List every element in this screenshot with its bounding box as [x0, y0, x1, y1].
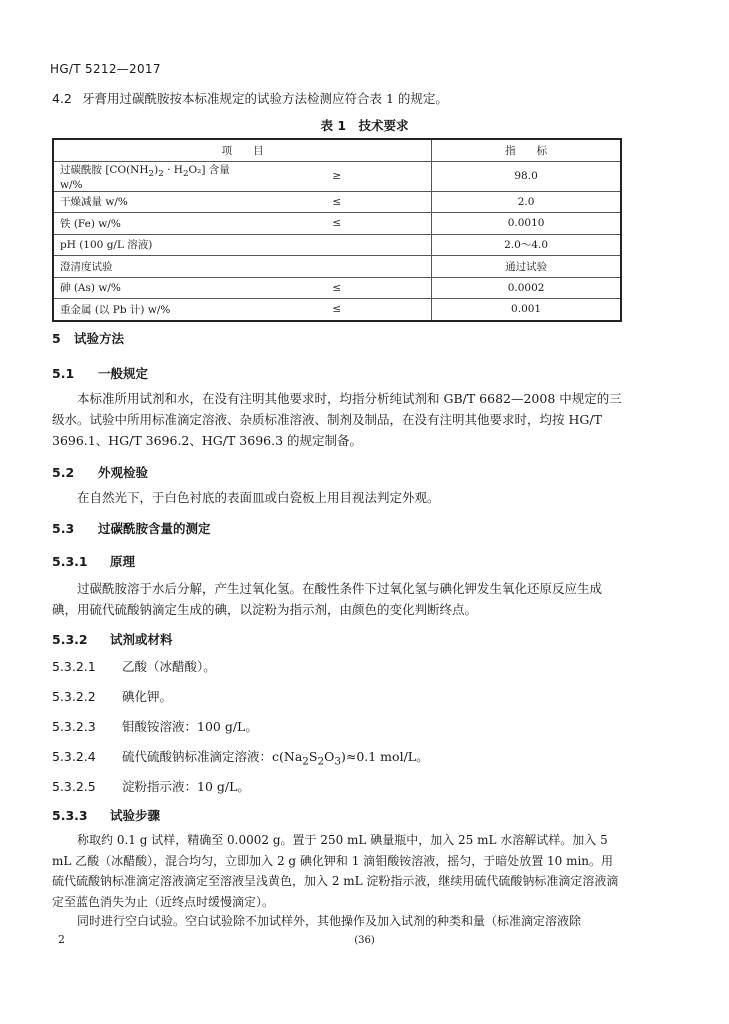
- row-item: 过碳酰胺 $[CO(NH_2)_2 \cdot H_2O_2]$ 含量 w/%: [53, 161, 242, 191]
- row-operator: ≤: [242, 191, 431, 213]
- table-row: [53, 191, 621, 213]
- row-item: 干燥减量 w/%: [53, 191, 242, 213]
- row-operator: [242, 234, 431, 256]
- row-item: pH (100 g/L 溶液): [53, 234, 242, 256]
- page-number: 2: [58, 933, 65, 946]
- section-5-3-2-heading: 5.3.2 试剂或材料: [52, 632, 173, 647]
- row-operator: ≤: [242, 213, 431, 235]
- row-operator: ≥: [242, 161, 431, 191]
- item-5-3-2-5: 5.3.2.5 淀粉指示液：10 g/L。: [52, 779, 250, 794]
- row-value: 0.0010: [432, 213, 621, 235]
- table-row: [53, 277, 621, 299]
- technical-requirements-table: [52, 138, 622, 322]
- row-item: 砷 (As) w/%: [53, 277, 242, 299]
- section-5-heading: 5 试验方法: [52, 331, 125, 346]
- row-item: 重金属 (以 Pb 计) w/%: [53, 299, 242, 321]
- section-5-1-body: 本标准所用试剂和水，在没有注明其他要求时，均指分析纯试剂和 GB/T 6682—2008 中规定的三级水。试验中所用标准滴定溶液、杂质标准溶液、制剂及制品，在没有注明其他要求时，均按 HG/T 3696.1、HG/T 3696.2、HG/T 3696.3 的规定制备。: [52, 391, 622, 448]
- section-5-3-heading: 5.3 过碳酰胺含量的测定: [52, 521, 211, 536]
- table-row: [53, 213, 621, 235]
- section-5-1-heading: 5.1 一般规定: [52, 366, 149, 381]
- clause-number: 4.2: [52, 91, 72, 106]
- standard-header: HG/T 5212—2017: [50, 62, 161, 76]
- header-index: 指 标: [432, 139, 621, 161]
- clause-text: 牙膏用过碳酰胺按本标准规定的试验方法检测应符合表 1 的规定。: [82, 91, 448, 106]
- clause-4-2: [52, 88, 448, 109]
- row-operator: [242, 256, 431, 278]
- table-row: [53, 234, 621, 256]
- table-caption: 表 1 技术要求: [320, 118, 409, 133]
- row-value: 2.0: [432, 191, 621, 213]
- row-operator: ≤: [242, 277, 431, 299]
- row-item: 铁 (Fe) w/%: [53, 213, 242, 235]
- table-row: [53, 299, 621, 321]
- section-5-3-3-body: 称取约 0.1 g 试样，精确至 0.0002 g。置于 250 mL 碘量瓶中，加入 25 mL 水溶解试样。加入 5 mL 乙酸（冰醋酸），混合均匀，立即加入 2 g 碘化钾和 1 滴钼酸铵溶液，摇匀，于暗处放置 10 min。用硫代硫酸钠标准滴定溶液滴定至溶液呈浅黄色，加入 2 mL 淀粉指示液，继续用硫代硫酸钠标准滴定溶液滴定至蓝色消失为止（近终点时缓慢滴定）。: [52, 833, 619, 909]
- item-5-3-2-4: 5.3.2.4 硫代硫酸钠标准滴定溶液：$c(Na_2S_2O_3)\approx 0.1$ mol/L。: [52, 749, 429, 768]
- row-value: 0.001: [432, 299, 621, 321]
- table-row: [53, 256, 621, 278]
- item-5-3-2-3: 5.3.2.3 钼酸铵溶液：100 g/L。: [52, 719, 258, 734]
- row-operator: ≤: [242, 299, 431, 321]
- row-item: 澄清度试验: [53, 256, 242, 278]
- row-value: 98.0: [432, 161, 621, 191]
- section-5-3-1-body: 过碳酰胺溶于水后分解，产生过氧化氢。在酸性条件下过氧化氢与碘化钾发生氧化还原反应生成碘，用硫代硫酸钠滴定生成的碘，以淀粉为指示剂，由颜色的变化判断终点。: [52, 581, 603, 617]
- row-value: 2.0～4.0: [432, 234, 621, 256]
- item-5-3-2-2: 5.3.2.2 碘化钾。: [52, 689, 173, 704]
- row-value: 通过试验: [432, 256, 621, 278]
- table-row: [53, 161, 621, 191]
- row-value: 0.0002: [432, 277, 621, 299]
- section-5-3-3-heading: 5.3.3 试验步骤: [52, 808, 161, 823]
- section-5-2-heading: 5.2 外观检验: [52, 465, 149, 480]
- sequence-number: (36): [354, 935, 375, 946]
- section-5-3-1-heading: 5.3.1 原理: [52, 554, 136, 569]
- item-5-3-2-1: 5.3.2.1 乙酸（冰醋酸）。: [52, 659, 216, 674]
- table-header-row: [53, 139, 621, 161]
- section-5-3-3-body-2: 同时进行空白试验。空白试验除不加试样外，其他操作及加入试剂的种类和量（标准滴定溶液除: [77, 914, 582, 928]
- section-5-2-body: 在自然光下，于白色衬底的表面皿或白瓷板上用目视法判定外观。: [77, 490, 440, 505]
- header-item: 项 目: [53, 139, 432, 161]
